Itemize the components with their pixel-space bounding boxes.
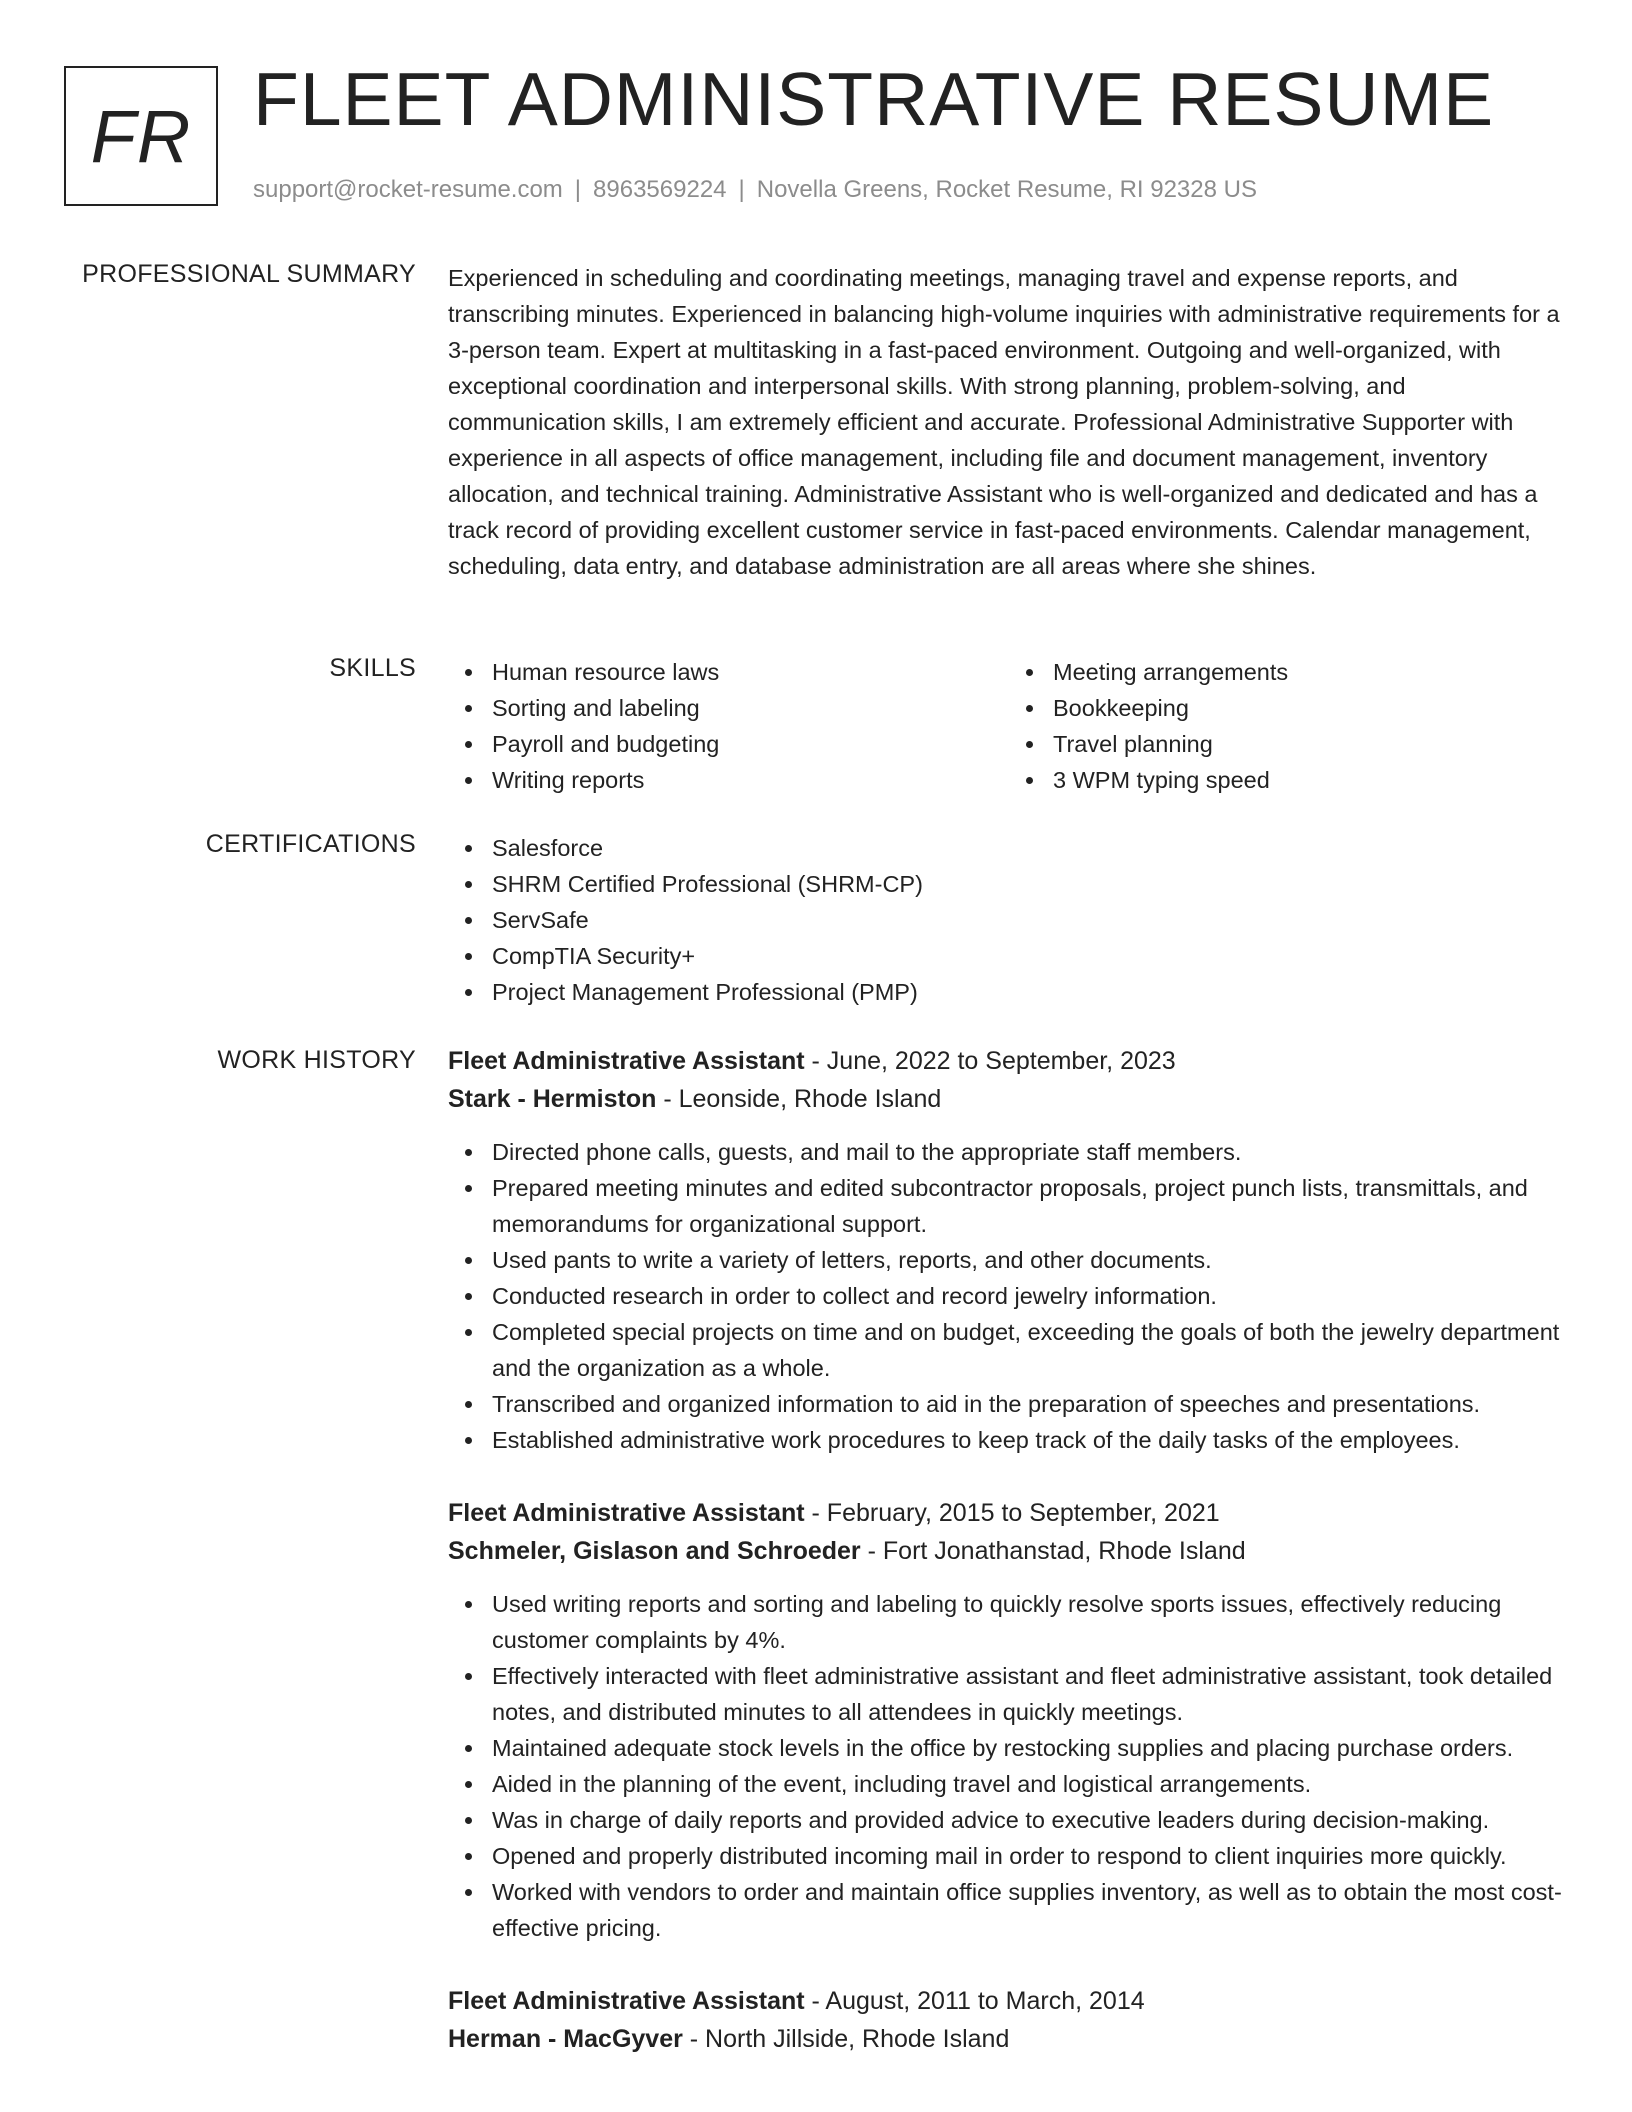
certification-item: SHRM Certified Professional (SHRM-CP) — [492, 866, 1570, 902]
certifications-list — [448, 830, 1570, 1010]
skills-column-left — [448, 654, 1009, 798]
contact-email[interactable]: support@rocket-resume.com — [253, 176, 563, 203]
job-title-line — [448, 1042, 1570, 1080]
certification-item: Project Management Professional (PMP) — [492, 974, 1570, 1010]
job-title: Fleet Administrative Assistant — [448, 1499, 805, 1527]
job-company: Herman - MacGyver — [448, 2025, 683, 2053]
job-duty: Prepared meeting minutes and edited subcontractor proposals, project punch lists, transmittals, and memorandums for organizational support. — [492, 1170, 1570, 1242]
job-company-line — [448, 1080, 1570, 1118]
skills-list — [448, 654, 1570, 798]
job-duty: Conducted research in order to collect and record jewelry information. — [492, 1278, 1570, 1314]
job-duty: Effectively interacted with fleet administrative assistant and fleet administrative assistant, took detailed notes, and distributed minutes to all attendees in quickly meetings. — [492, 1658, 1570, 1730]
job-dates: - June, 2022 to September, 2023 — [804, 1047, 1176, 1075]
skill-item: Travel planning — [1053, 726, 1570, 762]
certification-item: CompTIA Security+ — [492, 938, 1570, 974]
certifications-bullets — [448, 830, 1570, 1010]
job-location: - Leonside, Rhode Island — [656, 1085, 942, 1113]
job-title: Fleet Administrative Assistant — [448, 1987, 805, 2015]
job-title-line — [448, 1982, 1570, 2020]
job-entry — [448, 1042, 1570, 1458]
job-duty: Was in charge of daily reports and provided advice to executive leaders during decision-making. — [492, 1802, 1570, 1838]
job-duty: Transcribed and organized information to aid in the preparation of speeches and presentations. — [492, 1386, 1570, 1422]
job-company-line — [448, 1532, 1570, 1570]
contact-address: Novella Greens, Rocket Resume, RI 92328 US — [756, 176, 1257, 203]
contact-separator: | — [574, 176, 582, 203]
skill-item: Sorting and labeling — [492, 690, 1009, 726]
job-duty: Used pants to write a variety of letters, reports, and other documents. — [492, 1242, 1570, 1278]
skill-item: Meeting arrangements — [1053, 654, 1570, 690]
section-label-certifications: CERTIFICATIONS — [205, 830, 416, 858]
skill-item: 3 WPM typing speed — [1053, 762, 1570, 798]
job-company: Stark - Hermiston — [448, 1085, 657, 1113]
contact-line — [253, 176, 1257, 204]
job-duty: Used writing reports and sorting and labeling to quickly resolve sports issues, effectively reducing customer complaints by 4%. — [492, 1586, 1570, 1658]
job-duty: Aided in the planning of the event, including travel and logistical arrangements. — [492, 1766, 1570, 1802]
job-entry — [448, 1982, 1570, 2058]
job-company-line — [448, 2020, 1570, 2058]
job-location: - North Jillside, Rhode Island — [682, 2025, 1010, 2053]
section-label-summary: PROFESSIONAL SUMMARY — [82, 260, 416, 288]
job-company: Schmeler, Gislason and Schroeder — [448, 1537, 861, 1565]
job-dates: - February, 2015 to September, 2021 — [804, 1499, 1220, 1527]
job-duty: Completed special projects on time and on budget, exceeding the goals of both the jewelry department and the organization as a whole. — [492, 1314, 1570, 1386]
resume-title: FLEET ADMINISTRATIVE RESUME — [253, 57, 1495, 141]
skill-item: Bookkeeping — [1053, 690, 1570, 726]
contact-separator: | — [738, 176, 745, 203]
contact-phone[interactable]: 8963569224 — [593, 176, 727, 203]
job-duties — [448, 1134, 1570, 1458]
job-duty: Established administrative work procedures to keep track of the daily tasks of the employees. — [492, 1422, 1570, 1458]
summary-text: Experienced in scheduling and coordinating meetings, managing travel and expense reports, and transcribing minutes. Experienced in balancing high-volume inquiries with administrative requirements for a 3-person team. Expert at multitasking in a fast-paced environment. Outgoing and well-organized, with exceptional coordination and interpersonal skills. With strong planning, problem-solving, and communication skills, I am extremely efficient and accurate. Professional Administrative Supporter with experience in all aspects of office management, including file and document management, inventory allocation, and technical training. Administrative Assistant who is well-organized and dedicated and has a track record of providing excellent customer service in fast-paced environments. Calendar management, scheduling, data entry, and database administration are all areas where she shines. — [448, 265, 1560, 579]
job-title-line — [448, 1494, 1570, 1532]
job-duties — [448, 1586, 1570, 1946]
job-title: Fleet Administrative Assistant — [448, 1047, 805, 1075]
job-duty: Directed phone calls, guests, and mail to the appropriate staff members. — [492, 1134, 1570, 1170]
job-dates: - August, 2011 to March, 2014 — [804, 1987, 1145, 2015]
job-duty: Worked with vendors to order and maintain office supplies inventory, as well as to obtain the most cost-effective pricing. — [492, 1874, 1570, 1946]
skill-item: Human resource laws — [492, 654, 1009, 690]
certification-item: ServSafe — [492, 902, 1570, 938]
skill-item: Payroll and budgeting — [492, 726, 1009, 762]
job-entry — [448, 1494, 1570, 1946]
skills-column-right — [1009, 654, 1570, 798]
job-duty: Maintained adequate stock levels in the office by restocking supplies and placing purchase orders. — [492, 1730, 1570, 1766]
skill-item: Writing reports — [492, 762, 1009, 798]
work-history-list — [448, 1042, 1570, 2090]
certification-item: Salesforce — [492, 830, 1570, 866]
monogram-logo: FR — [64, 66, 218, 206]
job-location: - Fort Jonathanstad, Rhode Island — [860, 1537, 1246, 1565]
section-label-skills: SKILLS — [329, 654, 416, 682]
job-duty: Opened and properly distributed incoming mail in order to respond to client inquiries more quickly. — [492, 1838, 1570, 1874]
section-label-work-history: WORK HISTORY — [217, 1046, 416, 1074]
